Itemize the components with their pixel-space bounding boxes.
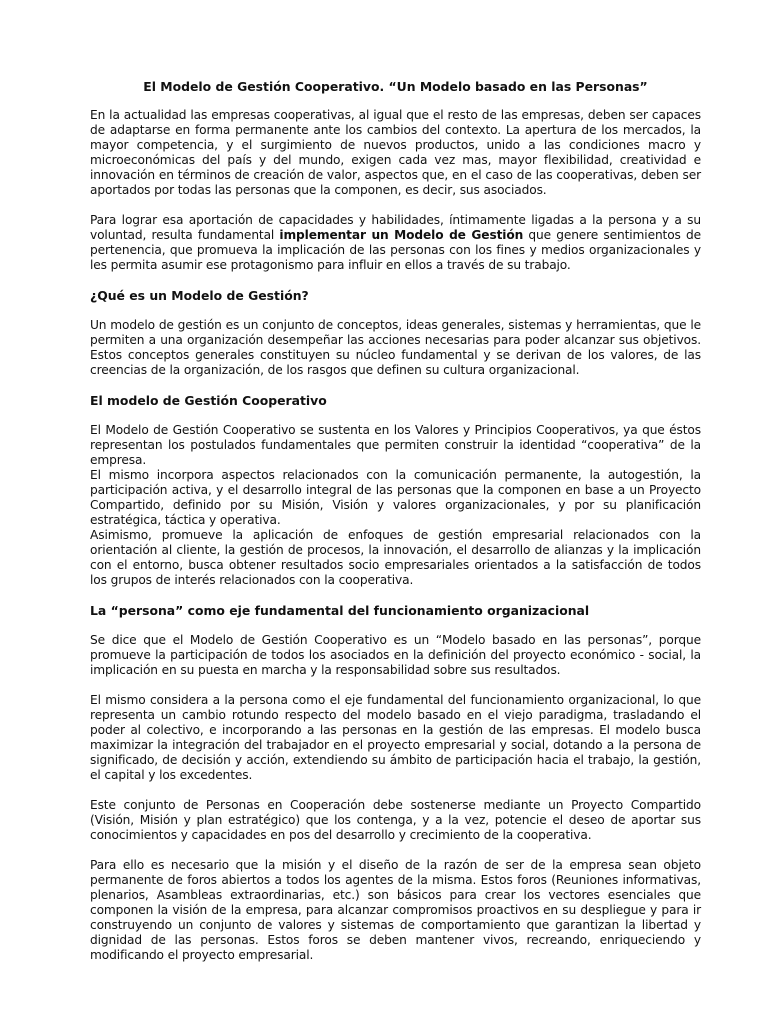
section-2-paragraph-3: Asimismo, promueve la aplicación de enfoques de gestión empresarial relacionados con la orientación al cliente, la gestión de procesos, la innovación, el desarrollo de alianzas y la implicación con el entorno, busca obtener resultados socio empresariales orientados a la satisfacción de todos los grupos de interés relacionados con la cooperativa. <box>90 528 701 587</box>
section-2-paragraph-2: El mismo incorpora aspectos relacionados con la comunicación permanente, la autogestión, la participación activa, y el desarrollo integral de las personas que la componen en base a un Proyecto Compartido, definido por su Misión, Visión y valores organizacionales, y por su planificación estratégica, táctica y operativa. <box>90 468 701 527</box>
section-3-heading: La “persona” como eje fundamental del funcionamiento organizacional <box>90 603 590 618</box>
document-page <box>90 79 701 978</box>
intro-paragraph-2-text-end: que genere sentimientos de pertenencia, que promueva la implicación de las personas con los fines y medios organizacionales y les permita asumir ese protagonismo para influir en ellos a través de su trabajo. <box>90 228 701 272</box>
section-3-paragraph-3: Este conjunto de Personas en Cooperación debe sostenerse mediante un Proyecto Compartido (Visión, Misión y plan estratégico) que los contenga, y a la vez, potencie el deseo de aportar sus conocimientos y capacidades en pos del desarrollo y crecimiento de la cooperativa. <box>90 798 701 842</box>
intro-paragraph-2-text-start: Para lograr esa aportación de capacidades y habilidades, íntimamente ligadas a la persona y a su voluntad, resulta fundamental <box>90 213 701 242</box>
document-title: El Modelo de Gestión Cooperativo. “Un Modelo basado en las Personas” <box>143 79 648 94</box>
intro-paragraph-2-bold: implementar un Modelo de Gestión <box>279 228 524 242</box>
section-3-paragraph-1: Se dice que el Modelo de Gestión Cooperativo es un “Modelo basado en las personas”, porque promueve la participación de todos los asociados en la definición del proyecto económico - social, la implicación en su puesta en marcha y la responsabilidad sobre sus resultados. <box>90 633 701 677</box>
intro-paragraph-1: En la actualidad las empresas cooperativas, al igual que el resto de las empresas, deben ser capaces de adaptarse en forma permanente ante los cambios del contexto. La apertura de los mercados, la mayor competencia, y el surgimiento de nuevos productos, unido a las condiciones macro y microeconómicas del país y del mundo, exigen cada vez mas, mayor flexibilidad, creatividad e innovación en términos de creación de valor, aspectos que, en el caso de las cooperativas, deben ser aportados por todas las personas que la componen, es decir, sus asociados. <box>90 108 701 197</box>
section-3-paragraph-4: Para ello es necesario que la misión y el diseño de la razón de ser de la empresa sean objeto permanente de foros abiertos a todos los agentes de la misma. Estos foros (Reuniones informativas, plenarios, Asambleas extraordinarias, etc.) son básicos para crear los vectores esenciales que componen la visión de la empresa, para alcanzar compromisos proactivos en su despliegue y para ir construyendo un conjunto de valores y sistemas de comportamiento que garantizan la libertad y dignidad de las personas. Estos foros se deben mantener vivos, recreando, enriqueciendo y modificando el proyecto empresarial. <box>90 858 701 962</box>
section-2-heading: El modelo de Gestión Cooperativo <box>90 393 327 408</box>
section-2-paragraph-1: El Modelo de Gestión Cooperativo se sustenta en los Valores y Principios Cooperativos, ya que éstos representan los postulados fundamentales que permiten construir la identidad “cooperativa” de la empresa. <box>90 423 701 467</box>
section-3-paragraph-2: El mismo considera a la persona como el eje fundamental del funcionamiento organizacional, lo que representa un cambio rotundo respecto del modelo basado en el viejo paradigma, trasladando el poder al colectivo, e incorporando a las personas en la gestión de las empresas. El modelo busca maximizar la integración del trabajador en el proyecto empresarial y social, dotando a la persona de significado, de decisión y acción, extendiendo su ámbito de participación hacia el trabajo, la gestión, el capital y los excedentes. <box>90 693 701 782</box>
intro-paragraph-2 <box>90 213 701 273</box>
section-1-paragraph-1: Un modelo de gestión es un conjunto de conceptos, ideas generales, sistemas y herramientas, que le permiten a una organización desempeñar las acciones necesarias para poder alcanzar sus objetivos. Estos conceptos generales constituyen su núcleo fundamental y se derivan de los valores, de las creencias de la organización, de los rasgos que definen su cultura organizacional. <box>90 318 701 377</box>
section-1-heading: ¿Qué es un Modelo de Gestión? <box>90 288 309 303</box>
